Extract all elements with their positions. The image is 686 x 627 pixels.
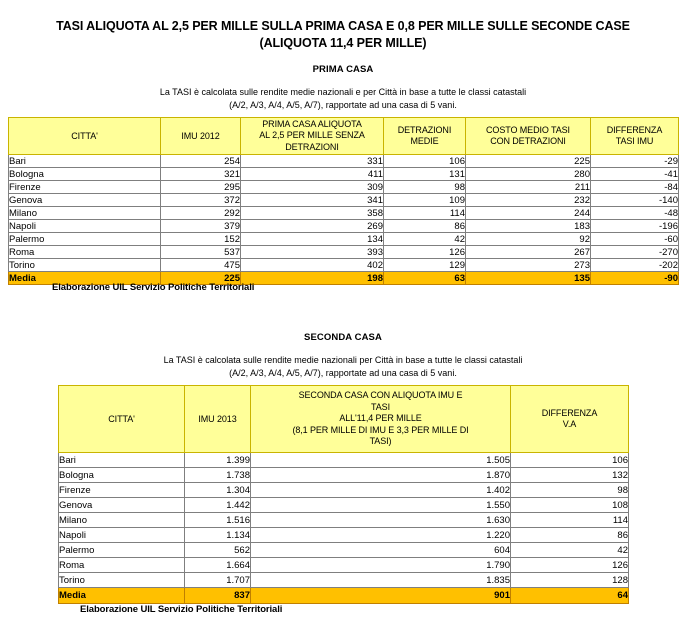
cell-differenza: -90 bbox=[591, 272, 679, 285]
table-seconda-casa bbox=[58, 385, 629, 604]
col-header-sc-line-3: ALL'11,4 PER MILLE bbox=[339, 413, 422, 424]
cell-detrazioni-medie: 126 bbox=[384, 246, 466, 259]
cell-prima-casa: 331 bbox=[241, 155, 384, 168]
col-header-df-line-2: TASI IMU bbox=[615, 136, 654, 146]
col-header-dv-line-1: DIFFERENZA bbox=[541, 407, 598, 418]
cell-imu-2013: 1.304 bbox=[185, 483, 251, 498]
cell-costo-medio-tasi: 267 bbox=[466, 246, 591, 259]
col-header-citta bbox=[59, 386, 185, 453]
cell-citta: Torino bbox=[59, 573, 185, 588]
cell-prima-casa: 393 bbox=[241, 246, 384, 259]
table-header-row bbox=[9, 118, 679, 155]
cell-differenza: -202 bbox=[591, 259, 679, 272]
cell-imu-2012: 292 bbox=[161, 207, 241, 220]
note-line-2: (A/2, A/3, A/4, A/5, A/7), rapportate ad una casa di 5 vani. bbox=[229, 99, 457, 110]
cell-costo-medio-tasi: 273 bbox=[466, 259, 591, 272]
cell-differenza: 128 bbox=[511, 573, 629, 588]
cell-seconda-casa: 1.790 bbox=[251, 558, 511, 573]
cell-imu-2013: 1.516 bbox=[185, 513, 251, 528]
table-row bbox=[9, 155, 679, 168]
cell-differenza: 106 bbox=[511, 453, 629, 468]
cell-detrazioni-medie: 131 bbox=[384, 168, 466, 181]
cell-imu-2013: 1.664 bbox=[185, 558, 251, 573]
cell-citta: Bologna bbox=[9, 168, 161, 181]
col-header-pc-line-1: PRIMA CASA ALIQUOTA bbox=[262, 118, 362, 129]
cell-prima-casa: 198 bbox=[241, 272, 384, 285]
cell-seconda-casa: 1.220 bbox=[251, 528, 511, 543]
col-header-df-line-1: DIFFERENZA bbox=[606, 124, 663, 135]
table-row bbox=[9, 259, 679, 272]
cell-prima-casa: 411 bbox=[241, 168, 384, 181]
cell-citta: Bari bbox=[59, 453, 185, 468]
cell-citta: Palermo bbox=[9, 233, 161, 246]
cell-prima-casa: 341 bbox=[241, 194, 384, 207]
cell-differenza: 64 bbox=[511, 588, 629, 604]
table-row bbox=[9, 207, 679, 220]
cell-citta: Napoli bbox=[59, 528, 185, 543]
cell-citta: Milano bbox=[59, 513, 185, 528]
col-header-imu-2012 bbox=[161, 118, 241, 155]
cell-imu-2013: 1.707 bbox=[185, 573, 251, 588]
cell-citta: Bari bbox=[9, 155, 161, 168]
page-title-line-2: (ALIQUOTA 11,4 PER MILLE) bbox=[259, 36, 427, 50]
cell-differenza: 114 bbox=[511, 513, 629, 528]
cell-prima-casa: 309 bbox=[241, 181, 384, 194]
credit-seconda-casa: Elaborazione UIL Servizio Politiche Territoriali bbox=[80, 604, 283, 615]
cell-imu-2012: 321 bbox=[161, 168, 241, 181]
cell-citta: Media bbox=[59, 588, 185, 604]
table-header-row bbox=[59, 386, 629, 453]
page-title bbox=[0, 18, 686, 52]
table-prima-casa bbox=[8, 117, 679, 285]
col-header-differenza-va bbox=[511, 386, 629, 453]
col-header-citta-line-1: CITTA' bbox=[108, 413, 135, 424]
cell-costo-medio-tasi: 232 bbox=[466, 194, 591, 207]
cell-imu-2012: 379 bbox=[161, 220, 241, 233]
col-header-cm-line-2: CON DETRAZIONI bbox=[490, 136, 566, 146]
cell-imu-2012: 475 bbox=[161, 259, 241, 272]
col-header-dm-line-2: MEDIE bbox=[410, 136, 439, 146]
col-header-imu-2013-line-1: IMU 2013 bbox=[198, 413, 237, 424]
cell-seconda-casa: 604 bbox=[251, 543, 511, 558]
note-line-1: La TASI è calcolata sulle rendite medie nazionali per Città in base a tutte le classi catastali bbox=[163, 355, 523, 365]
cell-imu-2012: 254 bbox=[161, 155, 241, 168]
cell-seconda-casa: 1.402 bbox=[251, 483, 511, 498]
col-header-sc-line-1: SECONDA CASA CON ALIQUOTA IMU E bbox=[298, 390, 463, 401]
cell-detrazioni-medie: 114 bbox=[384, 207, 466, 220]
cell-prima-casa: 402 bbox=[241, 259, 384, 272]
cell-citta: Genova bbox=[59, 498, 185, 513]
cell-differenza: -29 bbox=[591, 155, 679, 168]
cell-imu-2012: 372 bbox=[161, 194, 241, 207]
cell-differenza: -84 bbox=[591, 181, 679, 194]
cell-differenza: -41 bbox=[591, 168, 679, 181]
cell-citta: Napoli bbox=[9, 220, 161, 233]
cell-costo-medio-tasi: 135 bbox=[466, 272, 591, 285]
cell-prima-casa: 269 bbox=[241, 220, 384, 233]
cell-costo-medio-tasi: 280 bbox=[466, 168, 591, 181]
cell-differenza: 98 bbox=[511, 483, 629, 498]
section-note-seconda-casa bbox=[0, 354, 686, 379]
col-header-detrazioni-medie bbox=[384, 118, 466, 155]
cell-differenza: 132 bbox=[511, 468, 629, 483]
cell-imu-2012: 152 bbox=[161, 233, 241, 246]
cell-differenza: -270 bbox=[591, 246, 679, 259]
section-heading-seconda-casa: SECONDA CASA bbox=[304, 332, 382, 343]
cell-seconda-casa: 901 bbox=[251, 588, 511, 604]
cell-seconda-casa: 1.835 bbox=[251, 573, 511, 588]
table-row bbox=[59, 468, 629, 483]
table-row bbox=[9, 194, 679, 207]
cell-differenza: -196 bbox=[591, 220, 679, 233]
table-row bbox=[59, 573, 629, 588]
col-header-seconda-casa-aliquota bbox=[251, 386, 511, 453]
col-header-citta bbox=[9, 118, 161, 155]
cell-differenza: -60 bbox=[591, 233, 679, 246]
credit-prima-casa: Elaborazione UIL Servizio Politiche Territoriali bbox=[52, 282, 255, 293]
cell-imu-2012: 225 bbox=[161, 272, 241, 285]
cell-imu-2012: 537 bbox=[161, 246, 241, 259]
cell-citta: Torino bbox=[9, 259, 161, 272]
col-header-pc-line-2: AL 2,5 PER MILLE SENZA bbox=[259, 130, 365, 141]
cell-imu-2013: 562 bbox=[185, 543, 251, 558]
col-header-costo-medio-tasi bbox=[466, 118, 591, 155]
table-row-average bbox=[59, 588, 629, 604]
col-header-imu-2013 bbox=[185, 386, 251, 453]
table-row bbox=[9, 168, 679, 181]
col-header-pc-line-3: DETRAZIONI bbox=[285, 141, 339, 152]
cell-citta: Media bbox=[9, 272, 161, 285]
cell-seconda-casa: 1.630 bbox=[251, 513, 511, 528]
col-header-cm-line-1: COSTO MEDIO TASI bbox=[486, 124, 570, 135]
cell-costo-medio-tasi: 183 bbox=[466, 220, 591, 233]
cell-costo-medio-tasi: 92 bbox=[466, 233, 591, 246]
note-line-1: La TASI è calcolata sulle rendite medie nazionali e per Città in base a tutte le classi catastali bbox=[159, 87, 527, 97]
cell-detrazioni-medie: 129 bbox=[384, 259, 466, 272]
cell-citta: Palermo bbox=[59, 543, 185, 558]
cell-prima-casa: 358 bbox=[241, 207, 384, 220]
page-title-line-1: TASI ALIQUOTA AL 2,5 PER MILLE SULLA PRIMA CASA E 0,8 PER MILLE SULLE SECONDE CASE bbox=[56, 19, 630, 33]
cell-costo-medio-tasi: 211 bbox=[466, 181, 591, 194]
col-header-dm-line-1: DETRAZIONI bbox=[397, 124, 452, 135]
cell-citta: Milano bbox=[9, 207, 161, 220]
col-header-sc-line-4: (8,1 PER MILLE DI IMU E 3,3 PER MILLE DI bbox=[292, 424, 469, 435]
cell-detrazioni-medie: 86 bbox=[384, 220, 466, 233]
cell-imu-2013: 837 bbox=[185, 588, 251, 604]
cell-detrazioni-medie: 98 bbox=[384, 181, 466, 194]
table-row bbox=[59, 483, 629, 498]
cell-imu-2013: 1.399 bbox=[185, 453, 251, 468]
table-row bbox=[59, 558, 629, 573]
col-header-sc-line-2: TASI bbox=[371, 401, 390, 412]
col-header-differenza-tasi-imu bbox=[591, 118, 679, 155]
cell-seconda-casa: 1.550 bbox=[251, 498, 511, 513]
cell-seconda-casa: 1.505 bbox=[251, 453, 511, 468]
cell-citta: Roma bbox=[9, 246, 161, 259]
table-row bbox=[9, 181, 679, 194]
col-header-citta-line-1: CITTA' bbox=[71, 130, 98, 141]
cell-imu-2013: 1.134 bbox=[185, 528, 251, 543]
section-heading-prima-casa: PRIMA CASA bbox=[312, 64, 374, 75]
cell-differenza: 42 bbox=[511, 543, 629, 558]
cell-differenza: 108 bbox=[511, 498, 629, 513]
col-header-prima-casa-senza-detrazioni bbox=[241, 118, 384, 155]
cell-citta: Roma bbox=[59, 558, 185, 573]
cell-differenza: -140 bbox=[591, 194, 679, 207]
cell-detrazioni-medie: 63 bbox=[384, 272, 466, 285]
cell-detrazioni-medie: 42 bbox=[384, 233, 466, 246]
table-row bbox=[59, 498, 629, 513]
table-row bbox=[59, 513, 629, 528]
table-row bbox=[59, 528, 629, 543]
table-row bbox=[9, 233, 679, 246]
cell-imu-2013: 1.442 bbox=[185, 498, 251, 513]
cell-detrazioni-medie: 109 bbox=[384, 194, 466, 207]
col-header-dv-line-2: V.A bbox=[562, 419, 577, 429]
cell-detrazioni-medie: 106 bbox=[384, 155, 466, 168]
table-row bbox=[59, 543, 629, 558]
col-header-sc-line-5: TASI) bbox=[369, 436, 392, 447]
cell-citta: Firenze bbox=[9, 181, 161, 194]
cell-differenza: -48 bbox=[591, 207, 679, 220]
note-line-2: (A/2, A/3, A/4, A/5, A/7), rapportate ad una casa di 5 vani. bbox=[229, 367, 457, 378]
table-row bbox=[9, 246, 679, 259]
table-row bbox=[59, 453, 629, 468]
cell-citta: Genova bbox=[9, 194, 161, 207]
cell-costo-medio-tasi: 225 bbox=[466, 155, 591, 168]
cell-differenza: 126 bbox=[511, 558, 629, 573]
cell-differenza: 86 bbox=[511, 528, 629, 543]
cell-seconda-casa: 1.870 bbox=[251, 468, 511, 483]
cell-costo-medio-tasi: 244 bbox=[466, 207, 591, 220]
cell-citta: Firenze bbox=[59, 483, 185, 498]
cell-citta: Bologna bbox=[59, 468, 185, 483]
cell-prima-casa: 134 bbox=[241, 233, 384, 246]
cell-imu-2013: 1.738 bbox=[185, 468, 251, 483]
cell-imu-2012: 295 bbox=[161, 181, 241, 194]
section-note-prima-casa bbox=[0, 86, 686, 111]
col-header-imu-2012-line-1: IMU 2012 bbox=[181, 130, 220, 141]
table-row bbox=[9, 220, 679, 233]
